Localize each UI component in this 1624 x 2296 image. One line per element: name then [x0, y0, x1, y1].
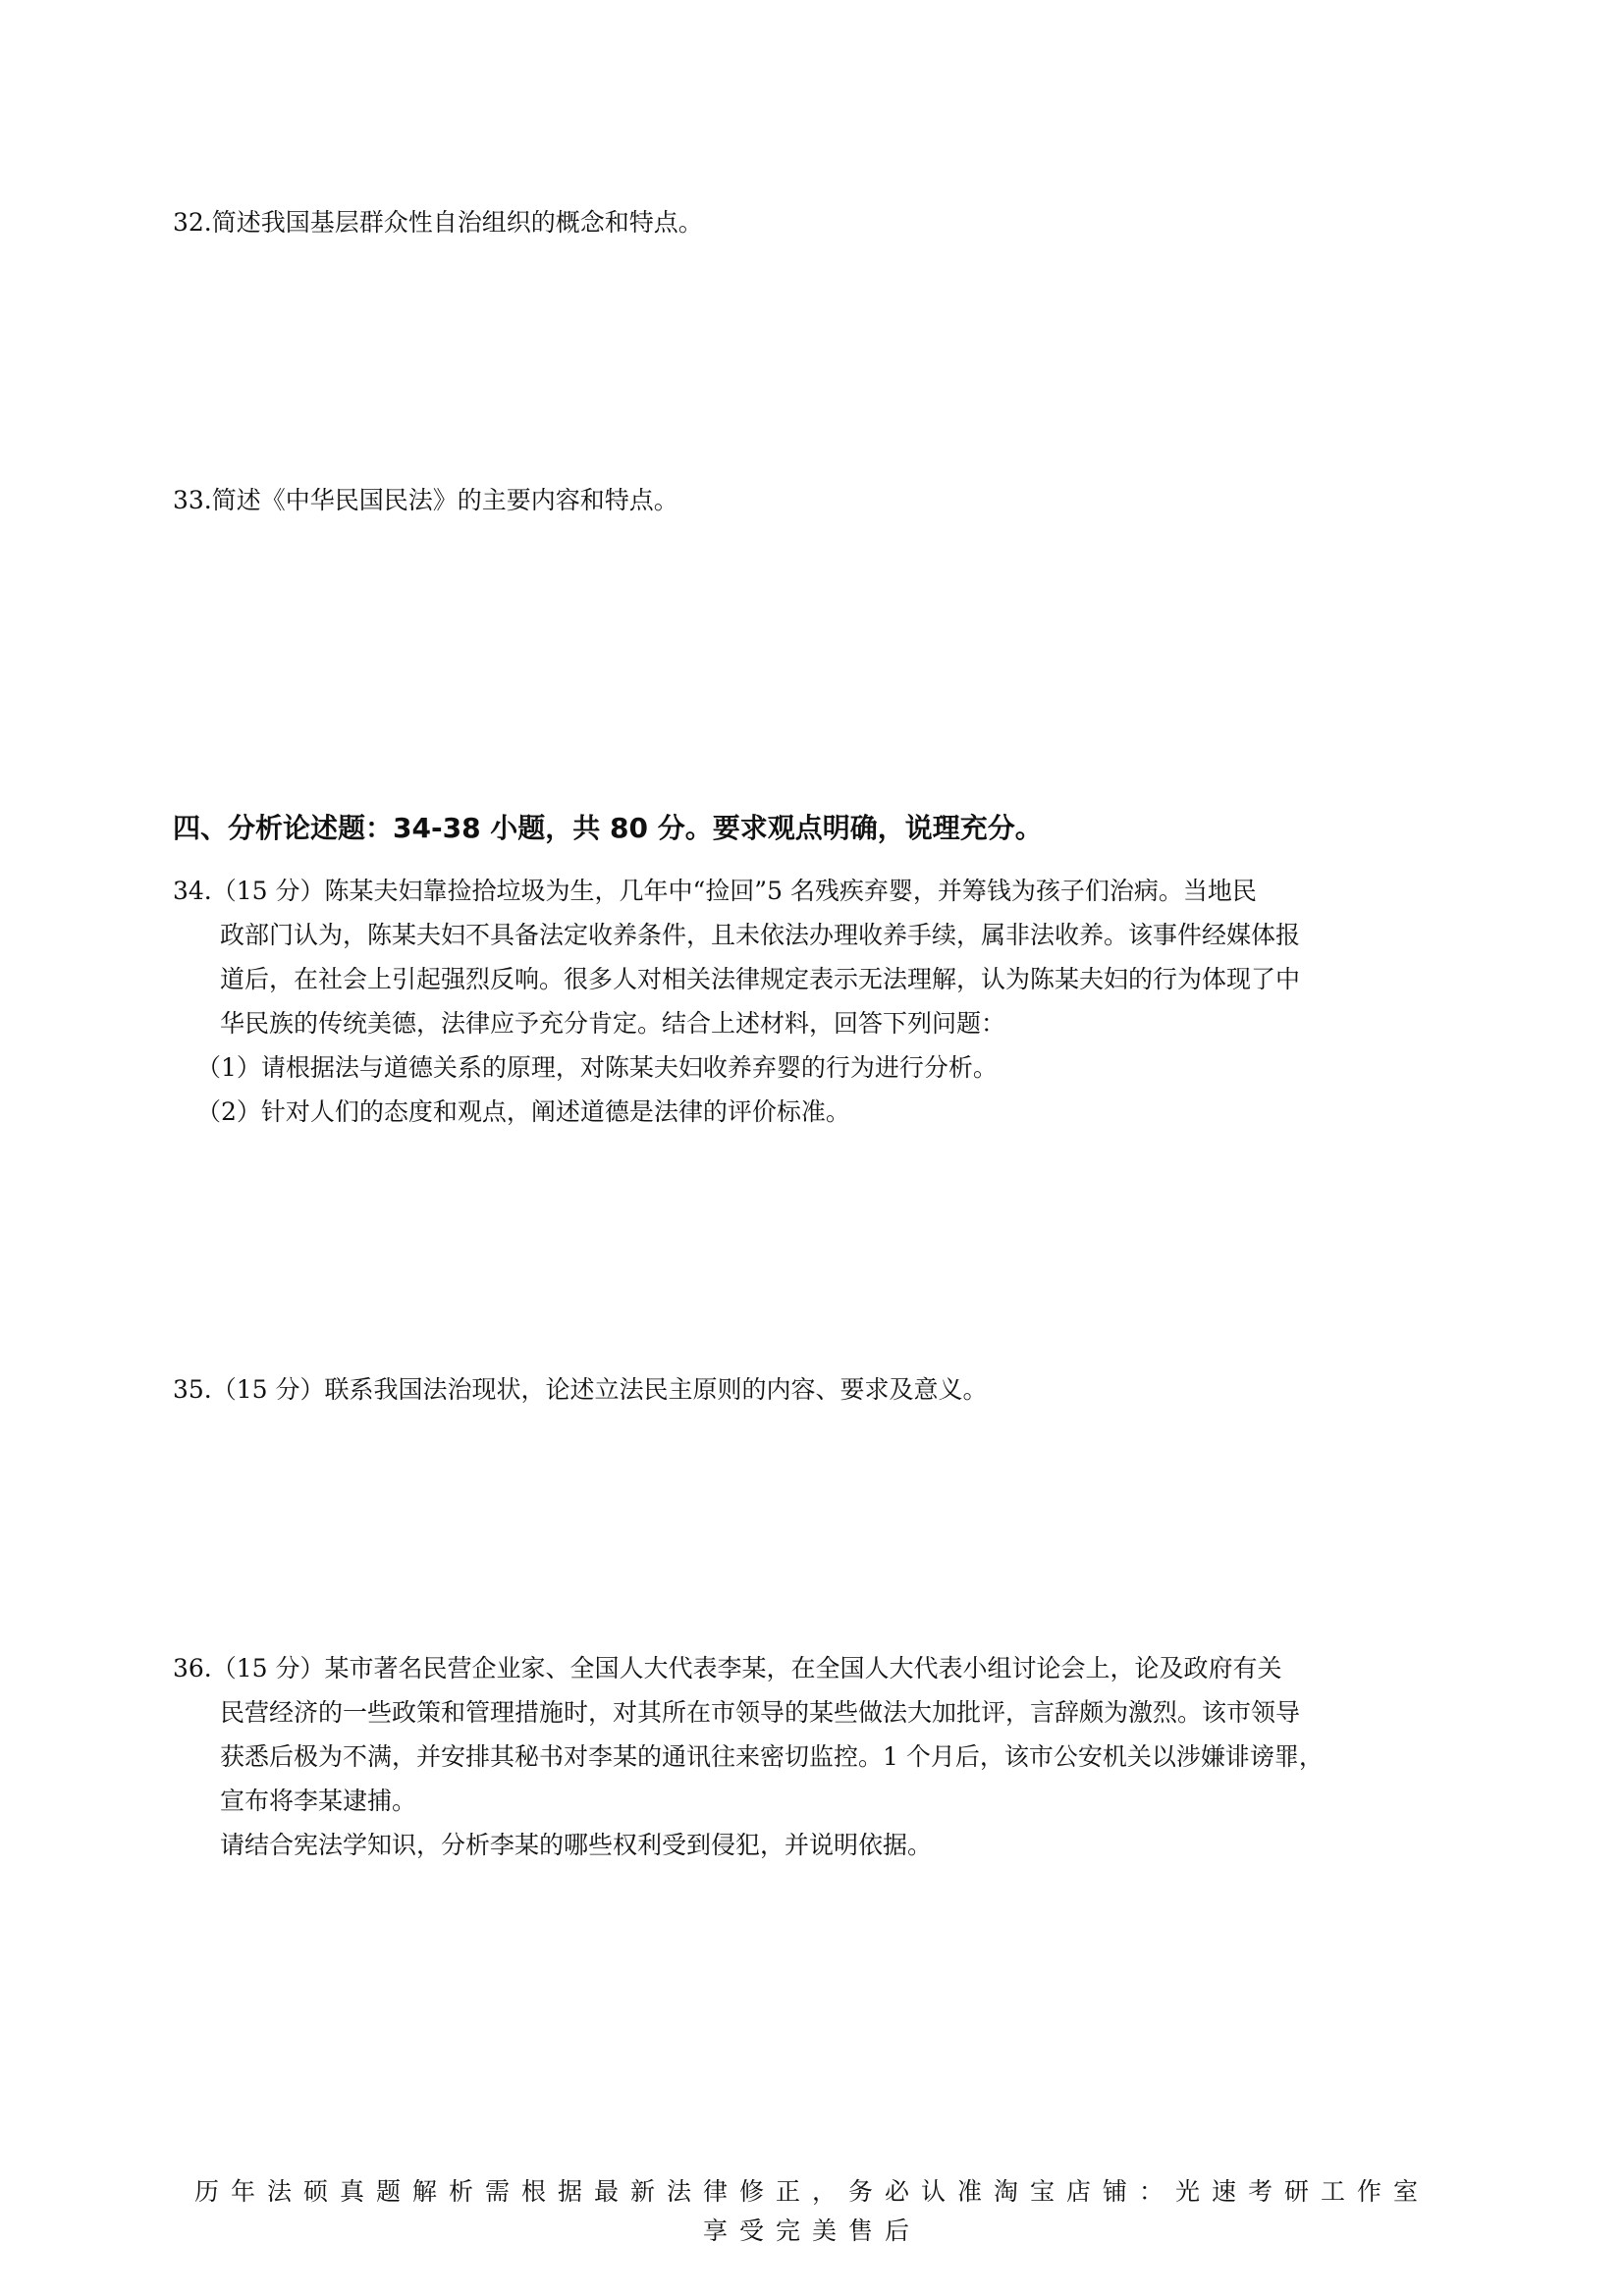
question-34-line-2: 政部门认为，陈某夫妇不具备法定收养条件，且未依法办理收养手续，属非法收养。该事件经媒体报: [220, 921, 1301, 949]
question-34-subquestion-1: （1）请根据法与道德关系的原理，对陈某夫妇收养弃婴的行为进行分析。: [196, 1053, 998, 1082]
footer-notice: 历年法硕真题解析需根据最新法律修正，务必认准淘宝店铺：光速考研工作室: [193, 2177, 1430, 2206]
question-36-line-2: 民营经济的一些政策和管理措施时，对其所在市领导的某些做法大加批评，言辞颇为激烈。该市领导: [220, 1698, 1301, 1727]
question-34-line-3: 道后，在社会上引起强烈反响。很多人对相关法律规定表示无法理解，认为陈某夫妇的行为体现了中: [220, 965, 1301, 993]
question-36: [173, 1646, 1489, 1867]
question-32: 32.简述我国基层群众性自治组织的概念和特点。: [173, 208, 703, 237]
section-heading-analysis: 四、分析论述题：34-38 小题，共 80 分。要求观点明确，说理充分。: [173, 812, 1043, 844]
question-34-line-4: 华民族的传统美德，法律应予充分肯定。结合上述材料，回答下列问题：: [220, 1009, 1006, 1038]
question-35: 35.（15 分）联系我国法治现状，论述立法民主原则的内容、要求及意义。: [173, 1375, 988, 1404]
question-34: [173, 869, 1489, 1134]
question-36-line-1: 36.（15 分）某市著名民营企业家、全国人大代表李某，在全国人大代表小组讨论会上，论及政府有关: [173, 1654, 1282, 1682]
question-33: 33.简述《中华民国民法》的主要内容和特点。: [173, 486, 678, 514]
question-34-subquestion-2: （2）针对人们的态度和观点，阐述道德是法律的评价标准。: [196, 1097, 850, 1126]
question-36-prompt: 请结合宪法学知识，分析李某的哪些权利受到侵犯，并说明依据。: [220, 1831, 933, 1859]
footer-service: 享受完美售后: [702, 2216, 921, 2245]
question-36-line-3: 获悉后极为不满，并安排其秘书对李某的通讯往来密切监控。1 个月后，该市公安机关以涉嫌诽谤罪，: [220, 1742, 1324, 1771]
question-34-line-1: 34.（15 分）陈某夫妇靠捡拾垃圾为生，几年中“捡回”5 名残疾弃婴，并筹钱为孩子们治病。当地民: [173, 877, 1257, 905]
question-36-line-4: 宣布将李某逮捕。: [220, 1787, 417, 1815]
